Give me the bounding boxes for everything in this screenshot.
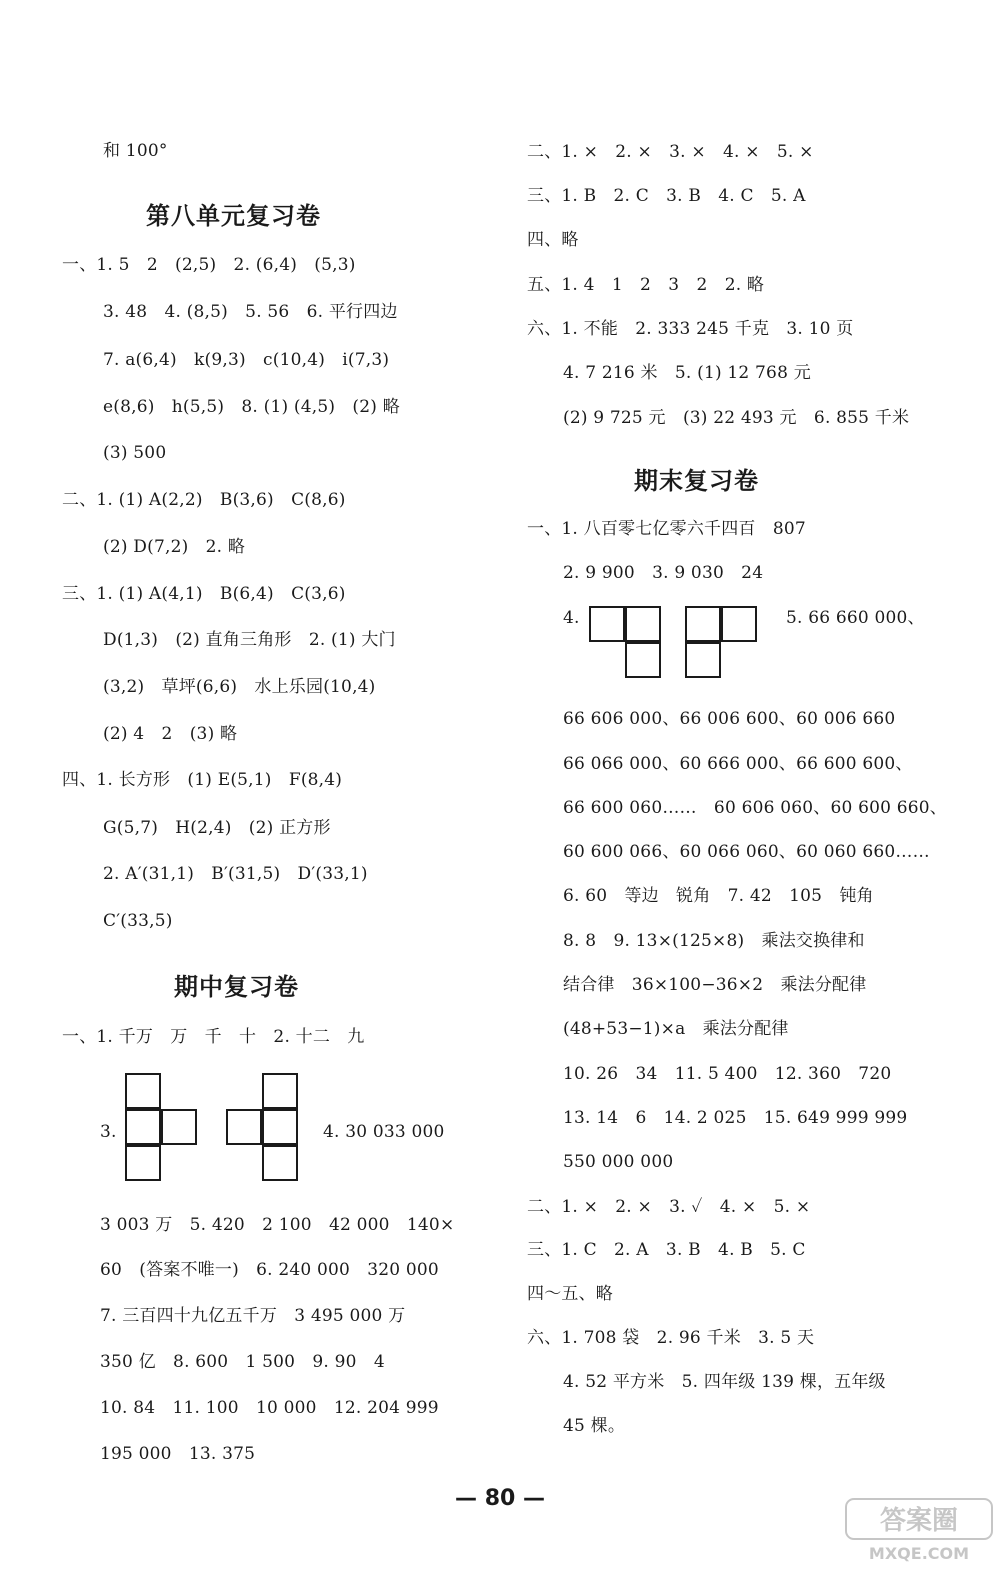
answer-line: 4. 30 033 000 xyxy=(323,1122,445,1142)
watermark-logo xyxy=(844,1495,994,1565)
answer-line: 六、1. 不能 2. 333 245 千克 3. 10 页 xyxy=(527,319,854,339)
answer-line: 四～五、略 xyxy=(527,1284,613,1304)
answer-line: 一、1. 八百零七亿零六千四百 807 xyxy=(527,519,806,539)
answer-line: 结合律 36×100−36×2 乘法分配律 xyxy=(563,975,867,995)
answer-line: 66 600 060…… 60 606 060、60 600 660、 xyxy=(563,798,948,818)
answer-line: 550 000 000 xyxy=(563,1152,674,1172)
answer-line: 2. 9 900 3. 9 030 24 xyxy=(563,563,764,583)
answer-line: 四、1. 长方形 (1) E(5,1) F(8,4) xyxy=(62,770,343,790)
answer-line: 8. 8 9. 13×(125×8) 乘法交换律和 xyxy=(563,931,865,951)
answer-line: 45 棵。 xyxy=(563,1416,626,1436)
cube-net-figure xyxy=(226,1073,306,1185)
answer-line: 66 066 000、60 666 000、66 600 600、 xyxy=(563,754,913,774)
answer-line: G(5,7) H(2,4) (2) 正方形 xyxy=(103,818,331,838)
answer-line: 一、1. 5 2 (2,5) 2. (6,4) (5,3) xyxy=(62,255,356,275)
cube-net-figure xyxy=(685,606,761,686)
answer-line: 7. 三百四十九亿五千万 3 495 000 万 xyxy=(100,1306,406,1326)
answer-line: 四、略 xyxy=(527,230,579,250)
answer-line: (2) D(7,2) 2. 略 xyxy=(103,537,246,557)
page-number: — 80 — xyxy=(455,1486,545,1511)
answer-line: e(8,6) h(5,5) 8. (1) (4,5) (2) 略 xyxy=(103,397,400,417)
answer-line: (48+53−1)×a 乘法分配律 xyxy=(563,1019,789,1039)
section-title-unit8: 第八单元复习卷 xyxy=(146,202,321,230)
answer-line: (3,2) 草坪(6,6) 水上乐园(10,4) xyxy=(103,677,376,697)
answer-line: 4. 7 216 米 5. (1) 12 768 元 xyxy=(563,363,811,383)
answer-line: 六、1. 708 袋 2. 96 千米 3. 5 天 xyxy=(527,1328,815,1348)
answer-line: 三、1. C 2. A 3. B 4. B 5. C xyxy=(527,1240,806,1260)
answer-line: (2) 9 725 元 (3) 22 493 元 6. 855 千米 xyxy=(563,408,910,428)
answer-line: 350 亿 8. 600 1 500 9. 90 4 xyxy=(100,1352,385,1372)
watermark-text-top: 答案圈 xyxy=(879,1506,959,1536)
answer-line: 6. 60 等边 锐角 7. 42 105 钝角 xyxy=(563,886,874,906)
section-title-midterm: 期中复习卷 xyxy=(174,973,299,1001)
answer-line: 66 606 000、66 006 600、60 006 660 xyxy=(563,709,896,729)
answer-line: 三、1. B 2. C 3. B 4. C 5. A xyxy=(527,186,806,206)
answer-line: 4. 52 平方米 5. 四年级 139 棵，五年级 xyxy=(563,1372,886,1392)
answer-line: 195 000 13. 375 xyxy=(100,1444,256,1464)
answer-line: 一、1. 千万 万 千 十 2. 十二 九 xyxy=(62,1027,365,1047)
answer-line: 10. 84 11. 100 10 000 12. 204 999 xyxy=(100,1398,439,1418)
continued-answer: 和 100° xyxy=(103,141,168,161)
watermark-text-bottom: MXQE.COM xyxy=(868,1544,970,1563)
answer-line: 二、1. × 2. × 3. × 4. × 5. × xyxy=(527,142,814,162)
answer-line: (2) 4 2 (3) 略 xyxy=(103,724,238,744)
answer-line: 60 600 066、60 066 060、60 060 660…… xyxy=(563,842,930,862)
answer-line: 60 (答案不唯一) 6. 240 000 320 000 xyxy=(100,1260,439,1280)
answer-line: 3. xyxy=(100,1122,117,1142)
answer-line: 7. a(6,4) k(9,3) c(10,4) i(7,3) xyxy=(103,350,390,370)
answer-line: 2. A′(31,1) B′(31,5) D′(33,1) xyxy=(103,864,368,884)
answer-line: (3) 500 xyxy=(103,443,167,463)
answer-line: 二、1. (1) A(2,2) B(3,6) C(8,6) xyxy=(62,490,346,510)
answer-line: 3. 48 4. (8,5) 5. 56 6. 平行四边 xyxy=(103,302,398,322)
section-title-final: 期末复习卷 xyxy=(634,467,759,495)
answer-line: 3 003 万 5. 420 2 100 42 000 140× xyxy=(100,1215,455,1235)
answer-line: 五、1. 4 1 2 3 2 2. 略 xyxy=(527,275,765,295)
answer-line: 三、1. (1) A(4,1) B(6,4) C(3,6) xyxy=(62,584,346,604)
answer-line: D(1,3) (2) 直角三角形 2. (1) 大门 xyxy=(103,630,396,650)
answer-line: 4. xyxy=(563,608,580,628)
cube-net-figure xyxy=(589,606,665,686)
answer-line: 5. 66 660 000、 xyxy=(786,608,925,628)
cube-net-figure xyxy=(125,1073,205,1185)
answer-line: 二、1. × 2. × 3. ✓ 4. × 5. × xyxy=(527,1197,811,1217)
answer-line: C′(33,5) xyxy=(103,911,173,931)
answer-line: 10. 26 34 11. 5 400 12. 360 720 xyxy=(563,1064,892,1084)
answer-line: 13. 14 6 14. 2 025 15. 649 999 999 xyxy=(563,1108,908,1128)
